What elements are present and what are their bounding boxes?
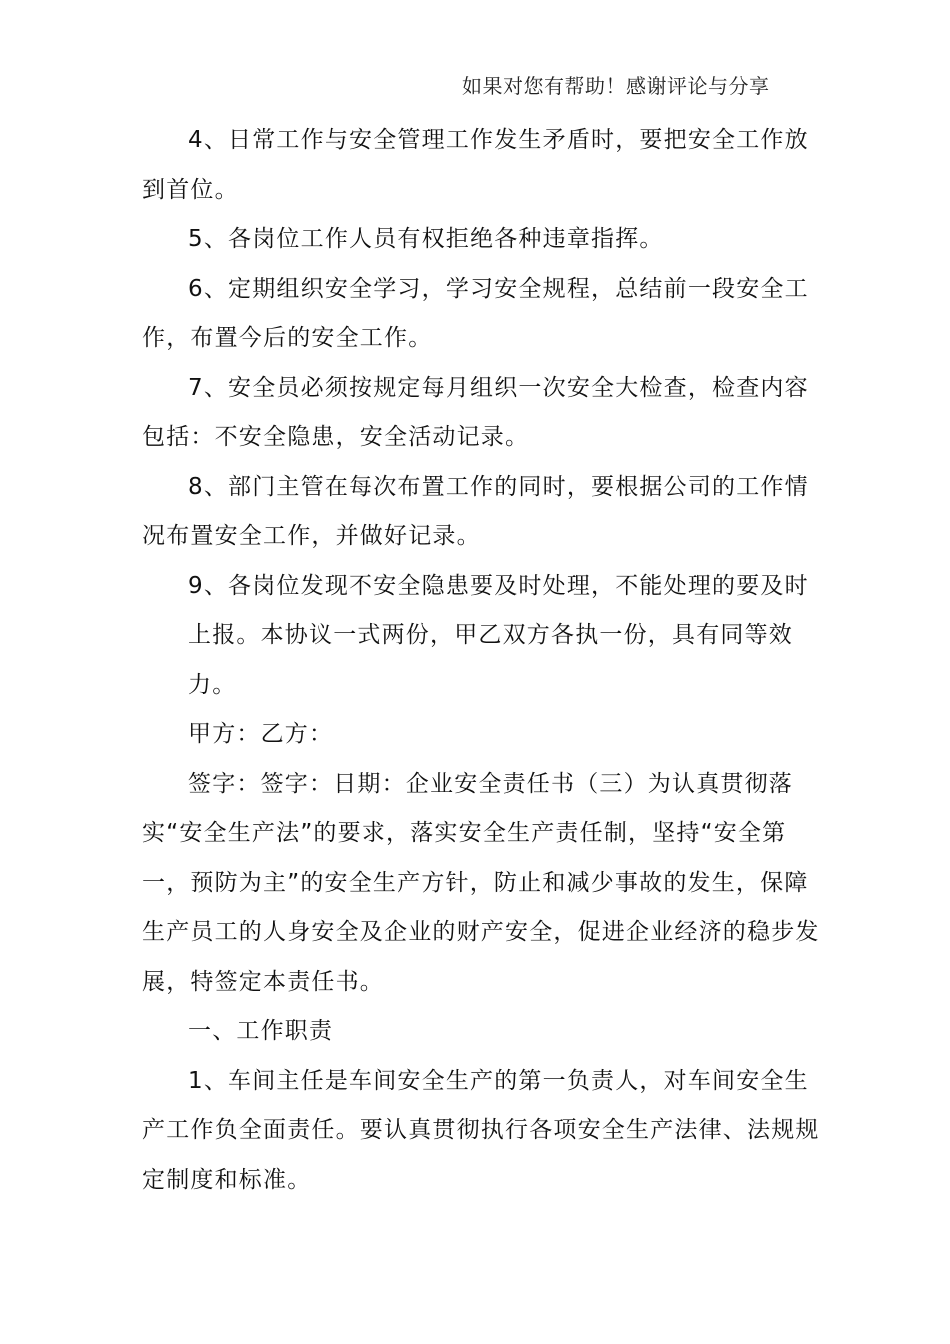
- paragraph-item-6: 6、定期组织安全学习，学习安全规程，总结前一段安全工作，布置今后的安全工作。: [142, 275, 809, 351]
- header-note: 如果对您有帮助！感谢评论与分享: [462, 74, 770, 98]
- paragraph-item-9: 9、各岗位发现不安全隐患要及时处理，不能处理的要及时上报。本协议一式两份，甲乙双方各执一份，具有同等效力。: [188, 572, 809, 698]
- paragraph-item-5: 5、各岗位工作人员有权拒绝各种违章指挥。: [188, 226, 664, 252]
- paragraph-item-8: 8、部门主管在每次布置工作的同时，要根据公司的工作情况布置安全工作，并做好记录。: [142, 473, 809, 549]
- paragraph-item-7: 7、安全员必须按规定每月组织一次安全大检查，检查内容包括：不安全隐患，安全活动记录。: [142, 374, 809, 450]
- party-labels: 甲方：乙方：: [188, 721, 334, 747]
- paragraph-item-4: 4、日常工作与安全管理工作发生矛盾时，要把安全工作放到首位。: [142, 127, 809, 203]
- paragraph-duty-1: 1、车间主任是车间安全生产的第一负责人，对车间安全生产工作负全面责任。要认真贯彻执行各项安全生产法律、法规规定制度和标准。: [142, 1067, 820, 1193]
- section-heading-duties: 一、工作职责: [188, 1018, 334, 1044]
- signature-and-intro: 签字：签字：日期：企业安全责任书（三）为认真贯彻落实“安全生产法”的要求，落实安全生产责任制，坚持“安全第一，预防为主”的安全生产方针，防止和减少事故的发生，保障生产员工的人身安全及企业的财产安全，促进企业经济的稳步发展，特签定本责任书。: [142, 770, 820, 995]
- document-body: [142, 116, 832, 1205]
